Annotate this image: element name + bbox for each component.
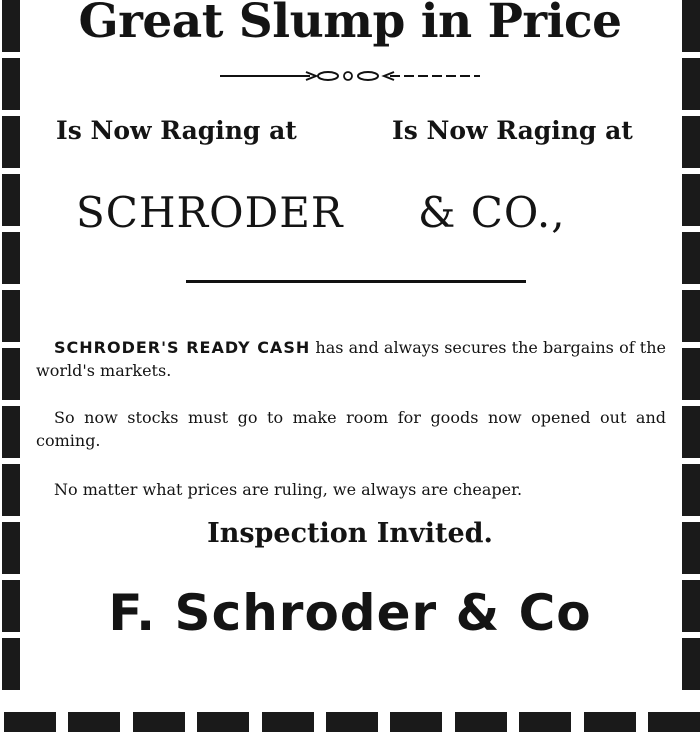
paragraph-ready-cash: [36, 336, 666, 382]
signature: F. Schroder & Co: [108, 584, 592, 642]
raging-left: Is Now Raging at: [56, 116, 297, 145]
bottom-border: [4, 712, 700, 732]
ready-cash-rest: has and always secures the bargains of the world's markets.: [36, 338, 667, 380]
right-border: [682, 0, 700, 690]
paragraph-prices: No matter what prices are ruling, we always are cheaper.: [54, 480, 523, 499]
headline: Great Slump in Price: [78, 0, 622, 49]
ready-cash-lead: SCHRODER'S READY CASH: [54, 338, 311, 357]
paragraph-stocks: So now stocks must go to make room for goods now opened out and coming.: [36, 408, 666, 450]
ornament-divider: [220, 66, 480, 86]
firm-suffix: & CO.,: [418, 188, 566, 237]
raging-right: Is Now Raging at: [392, 116, 633, 145]
inspection-invited: Inspection Invited.: [207, 518, 493, 549]
left-border: [2, 0, 20, 690]
horizontal-rule: [186, 280, 526, 283]
firm-name: SCHRODER: [76, 188, 344, 237]
